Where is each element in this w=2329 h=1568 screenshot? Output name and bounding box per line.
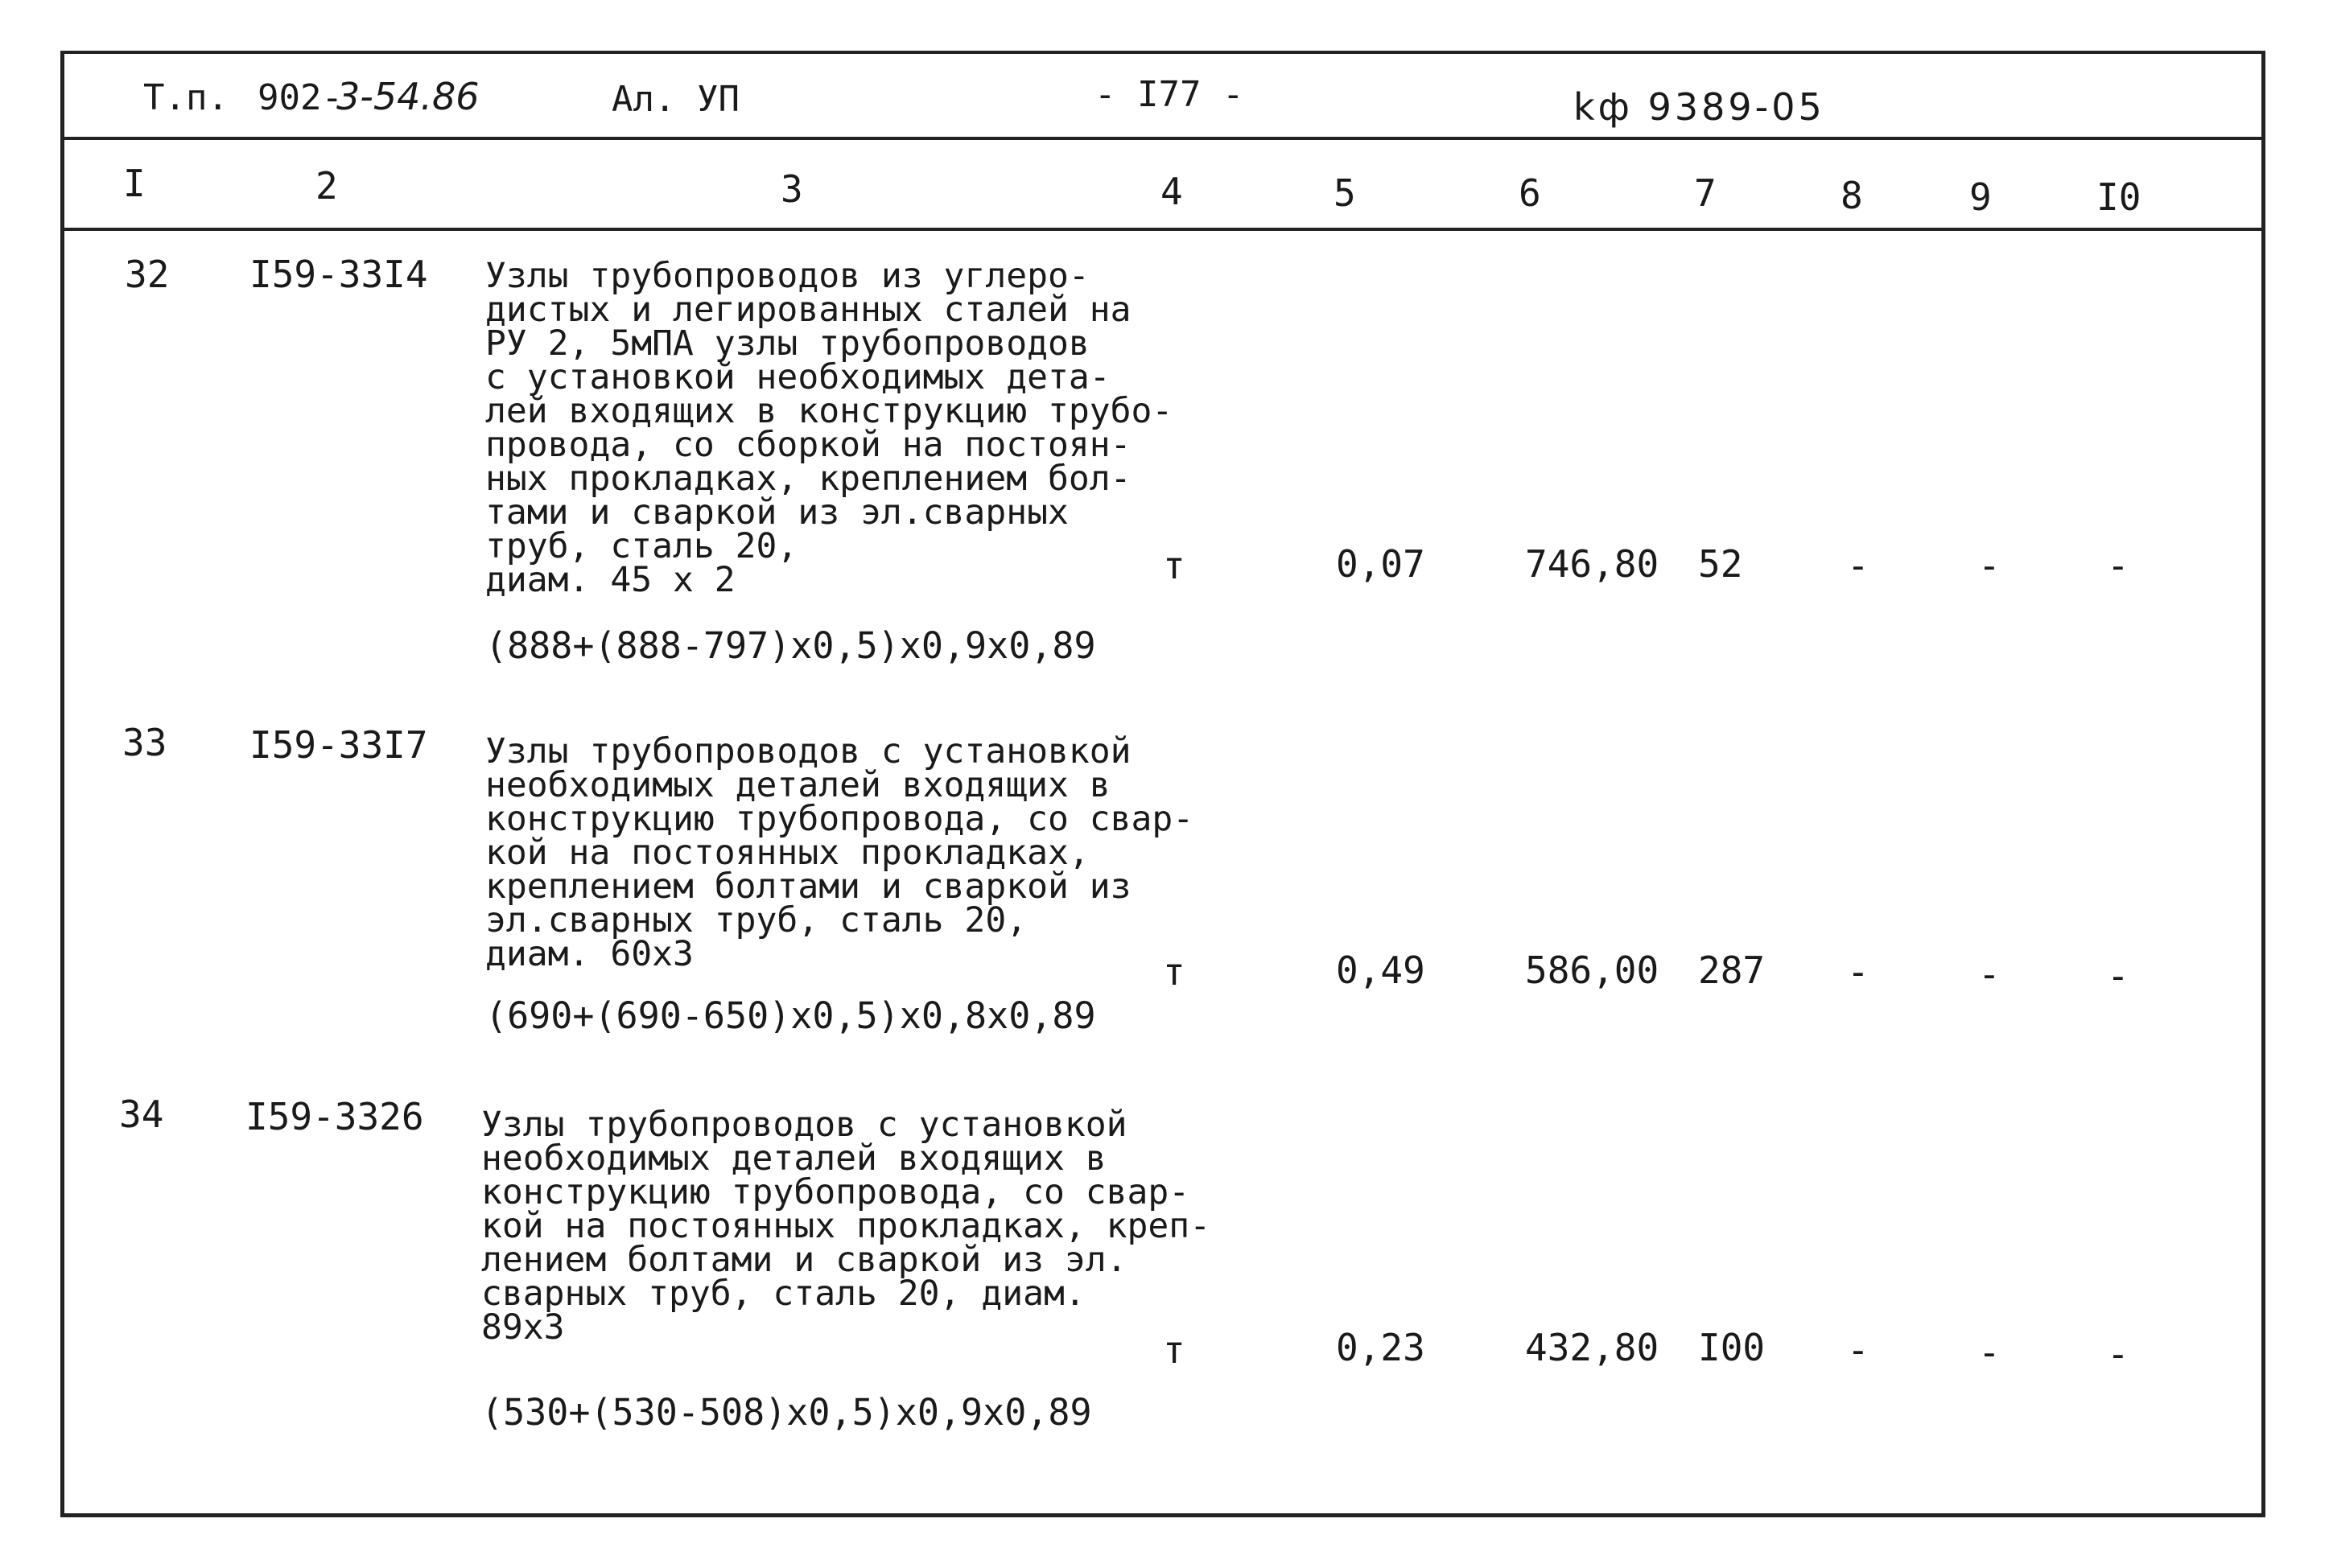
row-col8: - xyxy=(1847,950,1869,994)
row-unit: т xyxy=(1163,544,1185,587)
header-divider xyxy=(64,137,2261,140)
column-header-3: 3 xyxy=(781,167,803,211)
row-code: I59-33I7 xyxy=(249,723,428,767)
project-number: 902- xyxy=(258,77,343,118)
row-unit-price: 432,80 xyxy=(1525,1326,1659,1369)
project-prefix: Т.п. xyxy=(143,77,229,118)
row-formula: (690+(690-650)х0,5)х0,8х0,89 xyxy=(485,994,1096,1037)
row-col8: - xyxy=(1847,1328,1869,1372)
column-header-1: I xyxy=(123,162,146,205)
row-cost: 287 xyxy=(1698,949,1766,992)
row-col10: - xyxy=(2107,954,2129,998)
column-header-2: 2 xyxy=(315,164,338,208)
row-col9: - xyxy=(1978,1331,2001,1374)
column-header-4: 4 xyxy=(1160,170,1183,213)
document-code-handwritten: kф 9389-05 xyxy=(1573,85,1825,129)
album-label: Ал. УП xyxy=(612,79,740,120)
row-col8: - xyxy=(1847,544,1869,587)
row-number: 33 xyxy=(122,721,167,764)
column-header-8: 8 xyxy=(1841,174,1863,217)
row-cost: I00 xyxy=(1698,1326,1766,1369)
row-unit: т xyxy=(1163,950,1185,994)
row-col10: - xyxy=(2107,1332,2129,1376)
row-quantity: 0,07 xyxy=(1336,542,1425,586)
row-code: I59-3326 xyxy=(245,1095,424,1138)
row-cost: 52 xyxy=(1698,542,1743,586)
row-formula: (530+(530-508)х0,5)х0,9х0,89 xyxy=(481,1391,1092,1434)
row-description: Узлы трубопроводов с установкой необходимых деталей входящих в конструкцию трубопровода, со свар- кой на постоянных прокладках, креплением болтами и сваркой из эл.сварных труб, сталь 20, диам. 60х3 xyxy=(485,731,1194,974)
column-header-7: 7 xyxy=(1694,171,1717,215)
row-number: 34 xyxy=(119,1093,164,1136)
column-header-divider xyxy=(64,228,2261,231)
row-unit-price: 586,00 xyxy=(1525,949,1659,992)
row-col9: - xyxy=(1978,953,2001,996)
row-description: Узлы трубопроводов из углеро- дистых и легированных сталей на РУ 2, 5мПА узлы трубопроводов с установкой необходимых дета- лей входящих в конструкцию трубо- провода, со сборкой на постоян- ных прокладках, креплением бол- тами и сваркой из эл.сварных труб, сталь 20, диам. 45 х 2 xyxy=(485,256,1173,600)
page-number: - I77 - xyxy=(1094,74,1244,115)
row-quantity: 0,23 xyxy=(1336,1326,1425,1369)
row-col10: - xyxy=(2107,544,2129,587)
column-header-6: 6 xyxy=(1519,171,1541,215)
project-number-handwritten: 3-54.86 xyxy=(336,75,480,118)
column-header-9: 9 xyxy=(1969,175,1992,219)
row-unit-price: 746,80 xyxy=(1525,542,1659,586)
row-formula: (888+(888-797)х0,5)х0,9х0,89 xyxy=(485,624,1096,667)
row-unit: т xyxy=(1163,1328,1185,1372)
row-col9: - xyxy=(1978,544,2001,587)
row-code: I59-33I4 xyxy=(249,253,428,296)
row-number: 32 xyxy=(125,253,170,296)
column-header-10: I0 xyxy=(2096,175,2141,219)
column-header-5: 5 xyxy=(1334,171,1356,215)
row-quantity: 0,49 xyxy=(1336,949,1425,992)
row-description: Узлы трубопроводов с установкой необходимых деталей входящих в конструкцию трубопровода, со свар- кой на постоянных прокладках, креп- лением болтами и сваркой из эл. сварных труб, сталь 20, диам. 89х3 xyxy=(481,1105,1211,1348)
